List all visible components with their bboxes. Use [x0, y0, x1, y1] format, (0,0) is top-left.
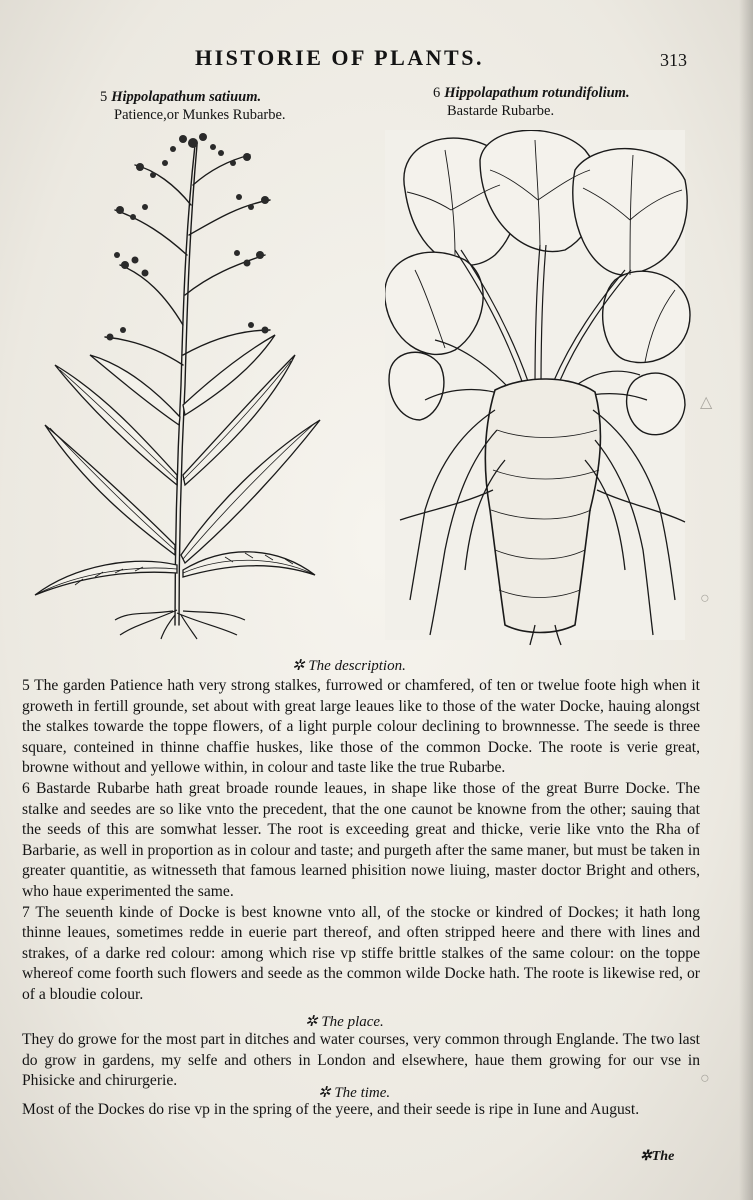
- figure-number: 6: [433, 85, 441, 101]
- bleed-margin-mark: ○: [700, 590, 710, 607]
- woodcut-bastard-rhubarb-illustration: [385, 130, 695, 650]
- paragraph: 5 The garden Patience hath very strong stalkes, furrowed or chamfered, of ten or twelue foote high when it groweth in fertill grounde, set about with great large leaues like to those of the water Docke, hauing alongst the stalkes towarde the toppe flowers, of a light purple colour declining to brownnesse. The seede is three square, conteined in thinne chaffie huskes, like those of the common Docke. The roote is verie great, browne without and yellowe within, in colour and taste like the true Rubarbe.: [22, 677, 700, 777]
- figure-caption-5: [100, 88, 286, 124]
- leaf: [35, 561, 177, 595]
- description-text: [22, 676, 700, 1006]
- page-number: 313: [660, 50, 687, 70]
- bleed-margin-mark: △: [700, 394, 713, 411]
- paragraph: 7 The seuenth kinde of Docke is best knowne vnto all, of the stocke or kindred of Dockes; it hath long thinne leaues, sometimes redde in euerie part thereof, and often stripped heere and there with lines and strakes, of a darke red colour: among which rise vp stiffe brittle stalkes of the same colour: on the toppe whereof come foorth such flowers and seede as the common wilde Docke hath. The roote is likewise red, or of a bloudie colour.: [22, 903, 700, 1003]
- section-heading-text: The description.: [308, 658, 406, 674]
- section-heading-text: The place.: [321, 1014, 384, 1030]
- figure-latin-name: Hippolapathum rotundifolium.: [444, 85, 630, 101]
- page-title: HISTORIE OF PLANTS.: [195, 45, 484, 70]
- leaf: [55, 365, 177, 485]
- paragraph: 6 Bastarde Rubarbe hath great broade rounde leaues, in shape like those of the great Burre Docke. The stalke and seedes are so like vnto the precedent, that the one caunot be knowne from the other; sauing that the seeds of this are somwhat lesser. The root is exceeding great and thicke, verie like vnto the Rha of Barbarie, as well in proportion as in colour and taste; and purgeth after the same maner, but must be taken in greater quantitie, as witnesseth that famous learned phisition nowe liuing, master doctor Bright and others, who haue experimented the same.: [22, 779, 700, 900]
- catchword-text: The: [651, 1149, 675, 1164]
- section-heading-text: The time.: [334, 1085, 391, 1101]
- time-text: [22, 1100, 700, 1121]
- section-heading-description: ✲ The description.: [292, 658, 406, 674]
- leaf: [627, 373, 685, 435]
- section-heading-time: ✲ The time.: [318, 1085, 391, 1101]
- paragraph: They do growe for the most part in ditches and water courses, very common through Englande. The two last do grow in gardens, my selfe and others in London and elsewhere, haue them growing for our vse in Phisicke and chirurgerie.: [22, 1031, 700, 1090]
- catchword: ✲The: [640, 1149, 675, 1164]
- leaf: [45, 425, 175, 555]
- woodcut-patience-illustration: [25, 125, 325, 640]
- figure-caption-6: [433, 84, 630, 120]
- page-edge-shadow: [739, 0, 753, 1200]
- paragraph: Most of the Dockes do rise vp in the spring of the yeere, and their seede is ripe in Iune and August.: [22, 1101, 640, 1118]
- figure-english-name: Bastarde Rubarbe.: [447, 103, 555, 119]
- figure-english-name: Patience,or Munkes Rubarbe.: [114, 107, 286, 123]
- leaf: [181, 420, 320, 563]
- bleed-margin-mark: ○: [700, 1070, 710, 1087]
- figure-latin-name: Hippolapathum satiuum.: [111, 89, 262, 105]
- figure-number: 5: [100, 89, 108, 105]
- section-heading-place: ✲ The place.: [305, 1014, 384, 1030]
